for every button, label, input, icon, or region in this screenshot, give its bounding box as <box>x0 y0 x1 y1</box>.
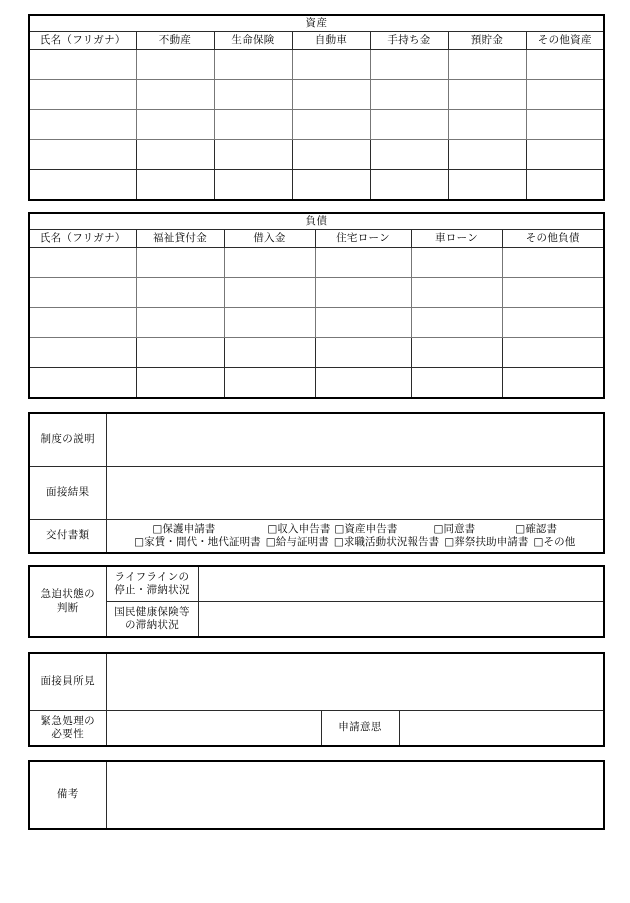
assets-cell[interactable] <box>214 80 292 110</box>
lifeline-row <box>29 566 604 602</box>
interview-result-row <box>29 467 604 520</box>
remarks-block <box>28 760 605 830</box>
assets-cell[interactable] <box>448 110 526 140</box>
urgency-block <box>28 565 605 638</box>
table-row <box>29 248 604 278</box>
liabilities-header-other-liabilities: その他負債 <box>502 230 604 248</box>
section-spacer <box>28 399 603 412</box>
assets-cell[interactable] <box>448 50 526 80</box>
liabilities-cell[interactable] <box>224 278 315 308</box>
documents-row <box>29 520 604 554</box>
liabilities-table-title-row <box>29 213 604 230</box>
assets-cell[interactable] <box>448 170 526 201</box>
emergency-necessity-value[interactable] <box>106 711 321 747</box>
assets-cell[interactable] <box>292 140 370 170</box>
interviewer-opinion-row <box>29 653 604 711</box>
assets-cell[interactable] <box>29 80 136 110</box>
opinion-block <box>28 652 605 747</box>
assets-cell[interactable] <box>370 140 448 170</box>
remarks-value[interactable] <box>106 761 604 829</box>
interviewer-opinion-label: 面接員所見 <box>29 653 106 711</box>
liabilities-cell[interactable] <box>411 308 502 338</box>
table-row <box>29 80 604 110</box>
liabilities-cell[interactable] <box>502 368 604 399</box>
section-spacer <box>28 201 603 212</box>
assets-cell[interactable] <box>136 140 214 170</box>
checkbox-label-kyushoku-katsudo-hokokusho: 求職活動状況報告書 <box>343 536 440 548</box>
assets-cell[interactable] <box>29 170 136 201</box>
assets-header-life-insurance: 生命保険 <box>214 32 292 50</box>
liabilities-cell[interactable] <box>136 278 224 308</box>
table-row <box>29 170 604 201</box>
liabilities-cell[interactable] <box>315 248 411 278</box>
system-explanation-row <box>29 413 604 467</box>
liabilities-header-borrowings: 借入金 <box>224 230 315 248</box>
liabilities-cell[interactable] <box>315 338 411 368</box>
assets-cell[interactable] <box>136 50 214 80</box>
lifeline-label-line2: 停止・滞納状況 <box>114 584 190 596</box>
checkbox-yachin-shomeisho[interactable]: □ <box>134 536 145 548</box>
emergency-row <box>29 711 604 747</box>
assets-table-header-row <box>29 32 604 50</box>
section-spacer <box>28 554 603 565</box>
assets-cell[interactable] <box>214 110 292 140</box>
emergency-label-line2: 必要性 <box>51 728 85 740</box>
urgency-judgement-label <box>29 566 106 637</box>
checkbox-label-sosai-fujo-shinseisho: 葬祭扶助申請書 <box>454 536 529 548</box>
form-page <box>28 0 603 830</box>
assets-header-real-estate: 不動産 <box>136 32 214 50</box>
assets-cell[interactable] <box>292 170 370 201</box>
checkbox-label-shunyu-shinkokusho: 収入申告書 <box>277 522 331 535</box>
assets-cell[interactable] <box>370 80 448 110</box>
system-explanation-label: 制度の説明 <box>29 413 106 467</box>
liabilities-cell[interactable] <box>29 338 136 368</box>
table-row <box>29 278 604 308</box>
assets-header-savings: 預貯金 <box>448 32 526 50</box>
liabilities-cell[interactable] <box>29 308 136 338</box>
remarks-label: 備考 <box>29 761 106 829</box>
assets-cell[interactable] <box>448 140 526 170</box>
checkbox-label-yachin-shomeisho: 家賃・間代・地代証明書 <box>144 536 261 548</box>
table-row <box>29 308 604 338</box>
assets-cell[interactable] <box>292 50 370 80</box>
checkbox-label-shisan-shinkokusho: 資産申告書 <box>344 522 398 535</box>
documents-row-2 <box>107 536 604 549</box>
interview-result-label: 面接結果 <box>29 467 106 520</box>
application-intent-label: 申請意思 <box>321 711 399 747</box>
checkbox-label-kakuninsho: 確認書 <box>525 522 558 535</box>
assets-cell[interactable] <box>526 50 604 80</box>
liabilities-cell[interactable] <box>224 248 315 278</box>
liabilities-cell[interactable] <box>502 308 604 338</box>
documents-label: 交付書類 <box>29 520 106 554</box>
table-row <box>29 338 604 368</box>
assets-cell[interactable] <box>370 110 448 140</box>
liabilities-cell[interactable] <box>224 308 315 338</box>
liabilities-header-name: 氏名（フリガナ） <box>29 230 136 248</box>
assets-cell[interactable] <box>448 80 526 110</box>
checkbox-sonota[interactable]: □ <box>533 536 544 548</box>
documents-checkbox-group <box>106 520 604 554</box>
checkbox-label-hogo-shinseisho: 保護申請書 <box>162 522 216 535</box>
assets-cell[interactable] <box>214 170 292 201</box>
lifeline-status-value[interactable] <box>198 566 604 602</box>
checkbox-kakuninsho[interactable]: □ <box>515 522 526 535</box>
table-row <box>29 110 604 140</box>
urgency-label-line2: 判断 <box>56 601 79 614</box>
section-spacer <box>28 638 603 652</box>
liabilities-cell[interactable] <box>315 368 411 399</box>
liabilities-table-header-row <box>29 230 604 248</box>
assets-cell[interactable] <box>526 110 604 140</box>
table-row <box>29 50 604 80</box>
assets-header-cash-on-hand: 手持ち金 <box>370 32 448 50</box>
assets-header-name: 氏名（フリガナ） <box>29 32 136 50</box>
assets-table <box>28 14 605 201</box>
liabilities-cell[interactable] <box>315 308 411 338</box>
assets-table-title: 資産 <box>29 15 604 32</box>
table-row <box>29 140 604 170</box>
assets-cell[interactable] <box>136 110 214 140</box>
checkbox-kyuyo-shomeisho[interactable]: □ <box>265 536 276 548</box>
assets-cell[interactable] <box>29 140 136 170</box>
lifeline-label-line1: ライフラインの <box>114 570 190 583</box>
assets-table-title-row <box>29 15 604 32</box>
urgency-label-line1: 急迫状態の <box>40 588 95 601</box>
insurance-label-line1: 国民健康保険等 <box>114 605 190 618</box>
lifeline-status-label <box>106 566 198 602</box>
assets-cell[interactable] <box>29 110 136 140</box>
liabilities-cell[interactable] <box>136 308 224 338</box>
liabilities-table <box>28 212 605 399</box>
emergency-label-line1: 緊急処理の <box>40 714 95 727</box>
liabilities-cell[interactable] <box>502 338 604 368</box>
checkbox-shunyu-shinkokusho[interactable]: □ <box>267 522 278 535</box>
interview-block <box>28 412 605 554</box>
liabilities-cell[interactable] <box>29 368 136 399</box>
emergency-necessity-label <box>29 711 106 747</box>
liabilities-cell[interactable] <box>224 368 315 399</box>
system-explanation-value[interactable] <box>106 413 604 467</box>
liabilities-cell[interactable] <box>136 368 224 399</box>
liabilities-cell[interactable] <box>411 368 502 399</box>
assets-cell[interactable] <box>136 170 214 201</box>
liabilities-cell[interactable] <box>502 278 604 308</box>
assets-cell[interactable] <box>370 170 448 201</box>
checkbox-kyushoku-katsudo-hokokusho[interactable]: □ <box>333 536 344 548</box>
liabilities-cell[interactable] <box>136 338 224 368</box>
assets-cell[interactable] <box>136 80 214 110</box>
documents-row-1 <box>107 523 604 536</box>
assets-header-other-assets: その他資産 <box>526 32 604 50</box>
health-insurance-status-label <box>106 602 198 638</box>
liabilities-cell[interactable] <box>29 278 136 308</box>
section-spacer <box>28 747 603 760</box>
checkbox-doisho[interactable]: □ <box>433 522 444 535</box>
liabilities-cell[interactable] <box>224 338 315 368</box>
liabilities-cell[interactable] <box>136 248 224 278</box>
assets-cell[interactable] <box>526 80 604 110</box>
liabilities-cell[interactable] <box>29 248 136 278</box>
liabilities-cell[interactable] <box>411 278 502 308</box>
table-row <box>29 368 604 399</box>
assets-cell[interactable] <box>526 140 604 170</box>
insurance-label-line2: の滞納状況 <box>125 619 179 631</box>
checkbox-hogo-shinseisho[interactable]: □ <box>152 522 163 535</box>
checkbox-sosai-fujo-shinseisho[interactable]: □ <box>444 536 455 548</box>
liabilities-header-welfare-loan: 福祉貸付金 <box>136 230 224 248</box>
health-insurance-status-value[interactable] <box>198 602 604 638</box>
liabilities-header-car-loan: 車ローン <box>411 230 502 248</box>
checkbox-label-sonota: その他 <box>543 536 576 548</box>
checkbox-label-kyuyo-shomeisho: 給与証明書 <box>275 536 329 548</box>
liabilities-cell[interactable] <box>411 338 502 368</box>
remarks-row <box>29 761 604 829</box>
assets-cell[interactable] <box>526 170 604 201</box>
assets-cell[interactable] <box>370 50 448 80</box>
assets-cell[interactable] <box>292 110 370 140</box>
liabilities-header-housing-loan: 住宅ローン <box>315 230 411 248</box>
liabilities-cell[interactable] <box>411 248 502 278</box>
interview-result-value[interactable] <box>106 467 604 520</box>
checkbox-label-doisho: 同意書 <box>443 522 476 535</box>
insurance-row <box>29 602 604 638</box>
assets-cell[interactable] <box>292 80 370 110</box>
liabilities-table-title: 負債 <box>29 213 604 230</box>
assets-cell[interactable] <box>214 140 292 170</box>
checkbox-shisan-shinkokusho[interactable]: □ <box>334 522 345 535</box>
assets-cell[interactable] <box>214 50 292 80</box>
interviewer-opinion-value[interactable] <box>106 653 604 711</box>
liabilities-cell[interactable] <box>502 248 604 278</box>
assets-cell[interactable] <box>29 50 136 80</box>
application-intent-value[interactable] <box>399 711 604 747</box>
assets-header-automobile: 自動車 <box>292 32 370 50</box>
liabilities-cell[interactable] <box>315 278 411 308</box>
